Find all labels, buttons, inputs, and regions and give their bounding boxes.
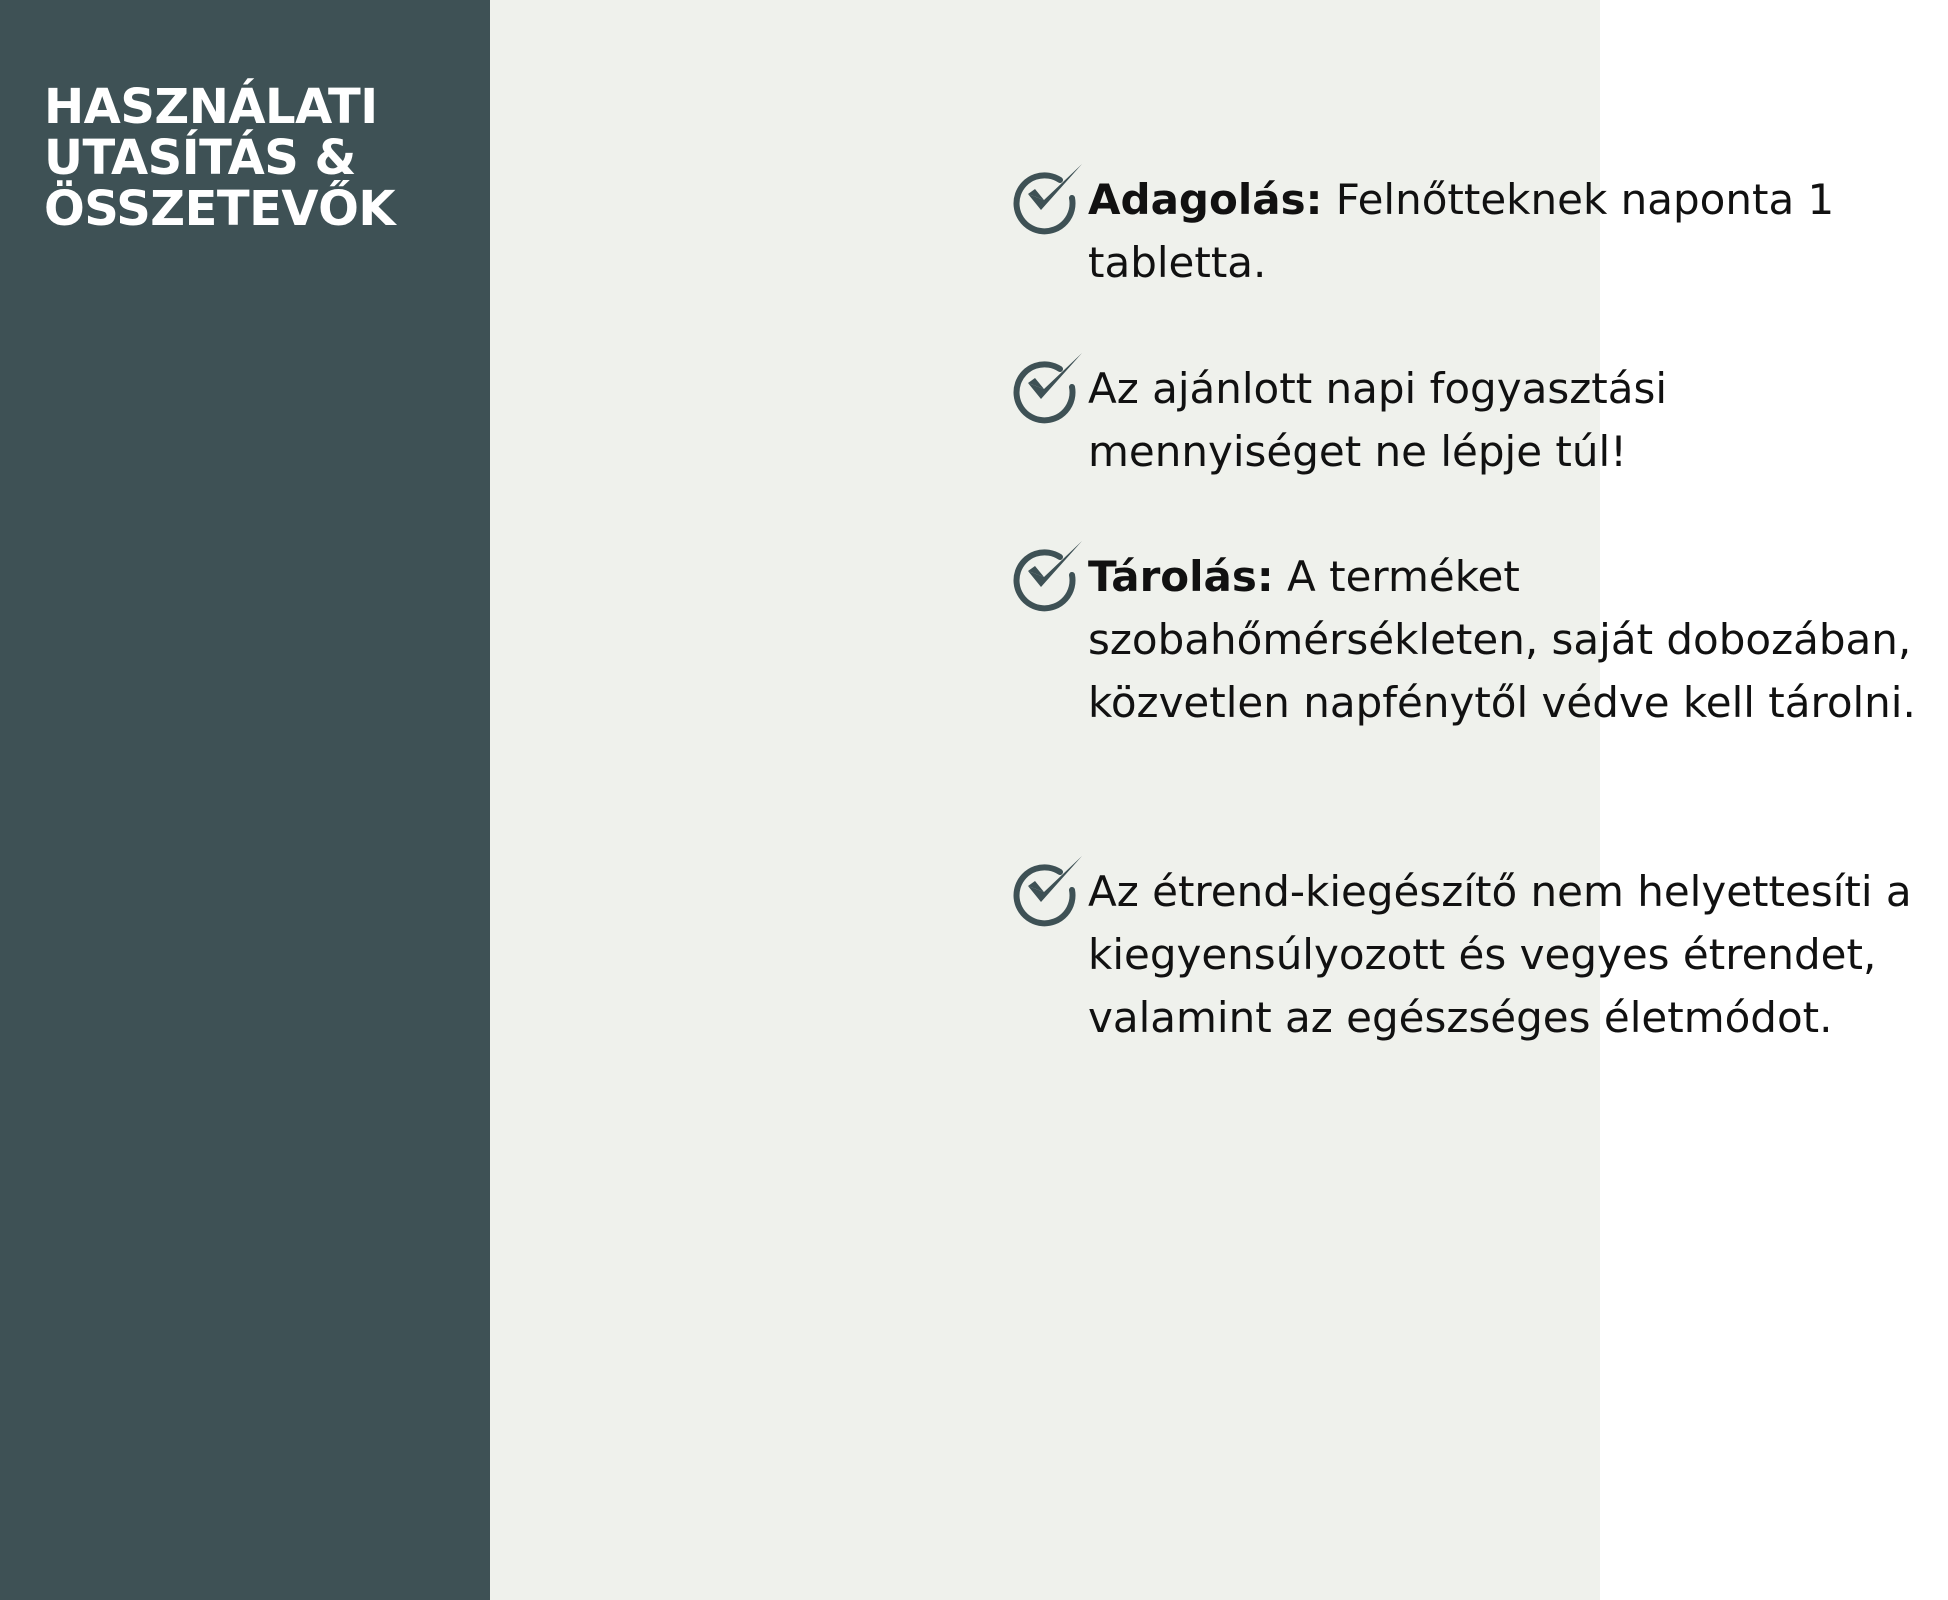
title-line-1: HASZNÁLATI (44, 79, 378, 135)
title-line-3: ÖSSZETEVŐK (44, 181, 396, 237)
checkmark-circle-icon (1008, 535, 1088, 605)
instructions-panel (490, 0, 1916, 1600)
checkmark-circle-icon (1008, 850, 1088, 920)
list-item-daily-limit (1008, 347, 1948, 483)
item-body: Az étrend-kiegészítő nem helyettesíti a kiegyensúlyozott és vegyes étrendet, valamint az egészséges életmódot. (1088, 867, 1912, 1042)
item-text (1088, 158, 1948, 294)
list-item-dosage (1008, 158, 1948, 294)
item-label: Adagolás: (1088, 175, 1323, 224)
title-line-2: UTASÍTÁS & (44, 130, 356, 186)
item-body: A terméket szobahőmérsékleten, saját dobozában, közvetlen napfénytől védve kell tárolni. (1088, 552, 1916, 727)
page-title (44, 79, 464, 237)
item-text (1088, 535, 1948, 734)
item-body: Az ajánlott napi fogyasztási mennyiséget ne lépje túl! (1088, 364, 1667, 476)
item-text (1088, 347, 1948, 483)
checkmark-circle-icon (1008, 158, 1088, 228)
sidebar (0, 0, 490, 1600)
item-label: Tárolás: (1088, 552, 1274, 601)
item-body: Felnőtteknek naponta 1 tabletta. (1088, 175, 1835, 287)
checkmark-circle-icon (1008, 347, 1088, 417)
list-item-storage (1008, 535, 1948, 734)
list-item-supplement-note (1008, 850, 1948, 1049)
item-text (1088, 850, 1948, 1049)
